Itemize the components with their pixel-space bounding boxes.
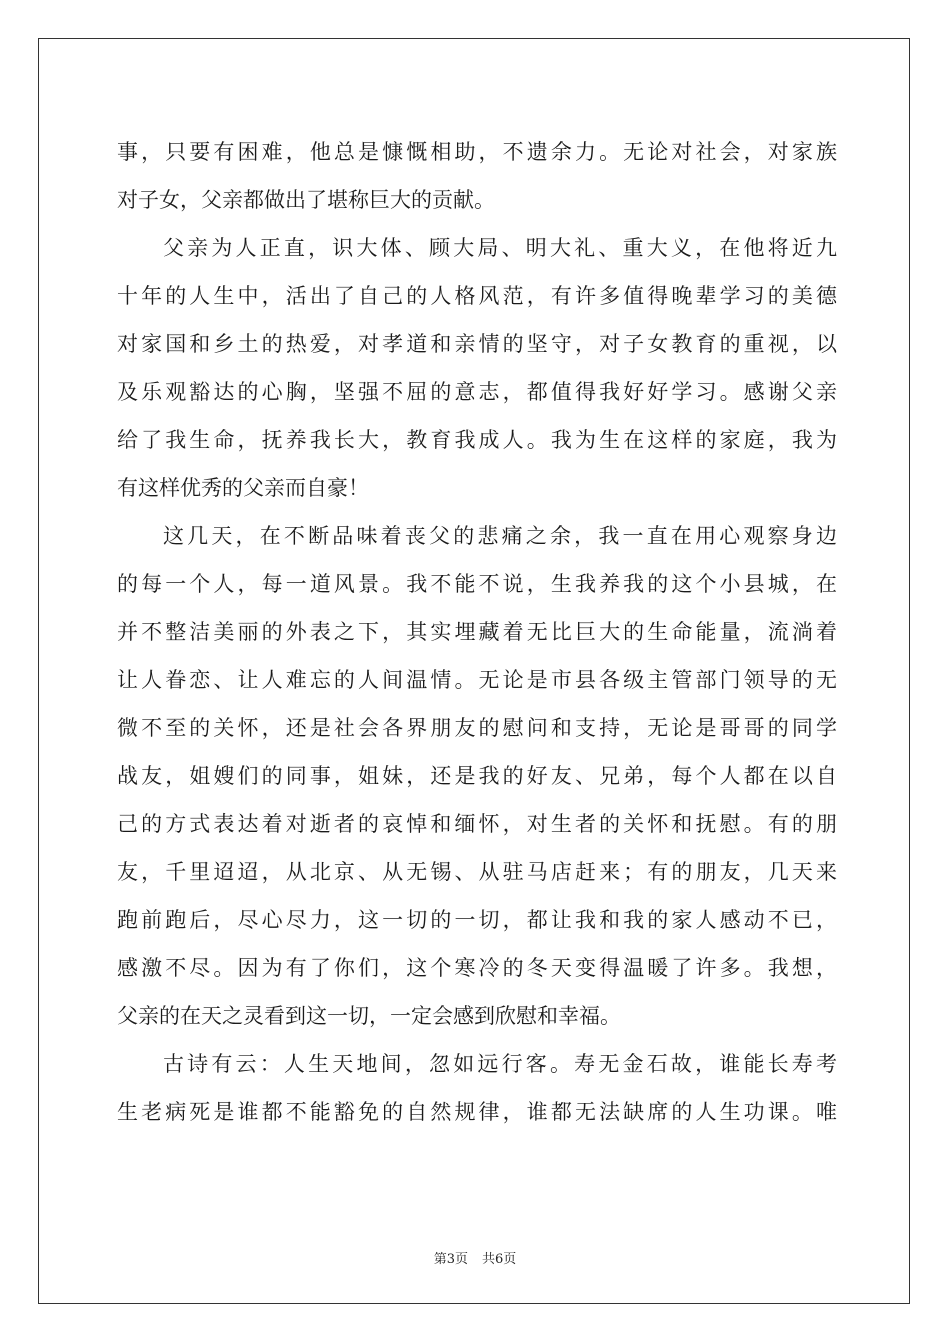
text-line: 十年的人生中，活出了自己的人格风范，有许多值得晚辈学习的美德 [117, 284, 837, 308]
text-line: 对家国和乡土的热爱，对孝道和亲情的坚守，对子女教育的重视，以 [117, 332, 837, 356]
text-line: 让人眷恋、让人难忘的人间温情。无论是市县各级主管部门领导的无 [117, 668, 837, 692]
text-line: 父亲为人正直，识大体、顾大局、明大礼、重大义，在他将近九 [163, 236, 837, 260]
text-line: 跑前跑后，尽心尽力，这一切的一切，都让我和我的家人感动不已， [117, 908, 837, 932]
text-line: 这几天，在不断品味着丧父的悲痛之余，我一直在用心观察身边 [163, 524, 837, 548]
text-line: 的每一个人，每一道风景。我不能不说，生我养我的这个小县城，在 [117, 572, 837, 596]
text-line: 感激不尽。因为有了你们，这个寒冷的冬天变得温暖了许多。我想， [117, 956, 837, 980]
text-line: 给了我生命，抚养我长大，教育我成人。我为生在这样的家庭，我为 [117, 428, 837, 452]
text-line: 有这样优秀的父亲而自豪！ [117, 476, 369, 500]
text-line: 友，千里迢迢，从北京、从无锡、从驻马店赶来；有的朋友，几天来 [117, 860, 837, 884]
document-body [117, 128, 837, 1136]
page-number: 第3页 [433, 1252, 468, 1267]
text-line: 己的方式表达着对逝者的哀悼和缅怀，对生者的关怀和抚慰。有的朋 [117, 812, 837, 836]
text-line: 对子女，父亲都做出了堪称巨大的贡献。 [117, 188, 495, 212]
text-line: 古诗有云：人生天地间，忽如远行客。寿无金石故，谁能长寿考 [163, 1052, 837, 1076]
page-total: 共6页 [482, 1252, 517, 1267]
text-line: 战友，姐嫂们的同事，姐妹，还是我的好友、兄弟，每个人都在以自 [117, 764, 837, 788]
page-footer [0, 1248, 950, 1267]
text-line: 父亲的在天之灵看到这一切，一定会感到欣慰和幸福。 [117, 1004, 621, 1028]
text-line: 事，只要有困难，他总是慷慨相助，不遗余力。无论对社会，对家族 [117, 140, 837, 164]
text-line: 并不整洁美丽的外表之下，其实埋藏着无比巨大的生命能量，流淌着 [117, 620, 837, 644]
text-line: 生老病死是谁都不能豁免的自然规律，谁都无法缺席的人生功课。唯 [117, 1100, 837, 1124]
text-line: 微不至的关怀，还是社会各界朋友的慰问和支持，无论是哥哥的同学 [117, 716, 837, 740]
text-line: 及乐观豁达的心胸，坚强不屈的意志，都值得我好好学习。感谢父亲 [117, 380, 837, 404]
